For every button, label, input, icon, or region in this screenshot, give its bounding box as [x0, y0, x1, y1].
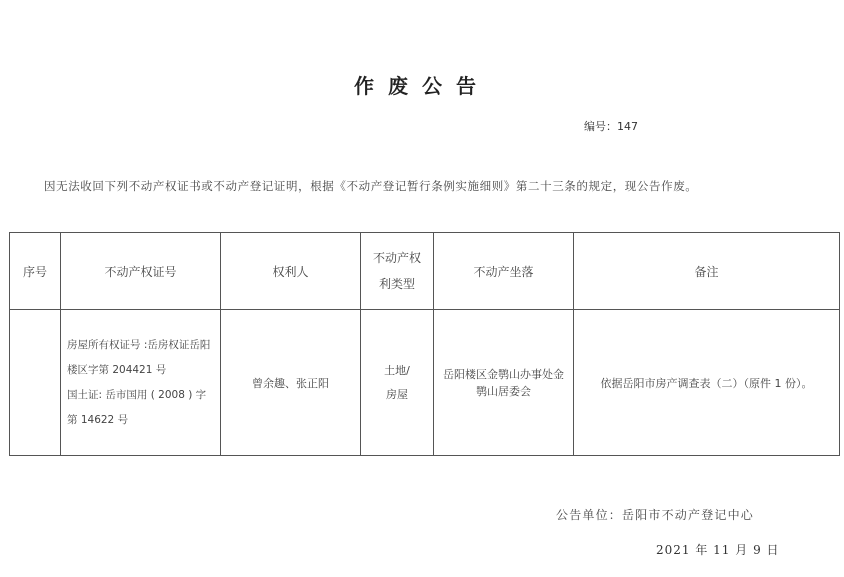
- header-right-type-line2: 利类型: [378, 277, 415, 291]
- cell-index: [10, 310, 61, 456]
- table-header-row: [10, 233, 840, 310]
- issuing-unit: 公告单位：岳阳市不动产登记中心: [556, 508, 755, 522]
- cell-location: 岳阳楼区金鹗山办事处金鹗山居委会: [434, 310, 574, 456]
- header-remarks: 备注: [574, 233, 840, 310]
- cell-holder: 曾余趣、张正阳: [221, 310, 361, 456]
- right-type-line2: 房屋: [386, 387, 408, 401]
- cell-remarks: 依据岳阳市房产调查表（二）（原件 1 份）。: [574, 310, 840, 456]
- serial-label: 编号：: [584, 120, 617, 133]
- header-location: 不动产坐落: [434, 233, 574, 310]
- cert-line: 房屋所有权证号 :岳房权证岳阳: [67, 338, 211, 351]
- right-type-line1: 土地/: [384, 363, 410, 377]
- serial-value: 147: [617, 120, 638, 133]
- cert-line: 第 14622 号: [67, 413, 129, 426]
- void-certificates-table: [9, 232, 840, 456]
- cell-cert-number: [61, 310, 221, 456]
- issue-date: 2021 年 11 月 9 日: [656, 543, 780, 557]
- notice-title: 作废公告: [354, 74, 490, 98]
- table-row: [10, 310, 840, 456]
- intro-paragraph: 因无法收回下列不动产权证书或不动产登记证明，根据《不动产登记暂行条例实施细则》第二十三条的规定，现公告作废。: [44, 179, 698, 193]
- header-right-type-line1: 不动产权: [372, 251, 421, 265]
- header-index: 序号: [10, 233, 61, 310]
- header-right-type: [361, 233, 434, 310]
- serial-number: [584, 118, 638, 134]
- header-cert-number: 不动产权证号: [61, 233, 221, 310]
- header-holder: 权利人: [221, 233, 361, 310]
- cell-right-type: [361, 310, 434, 456]
- cert-line: 国土证: 岳市国用 ( 2008 ) 字: [67, 388, 207, 401]
- cert-line: 楼区字第 204421 号: [67, 363, 167, 376]
